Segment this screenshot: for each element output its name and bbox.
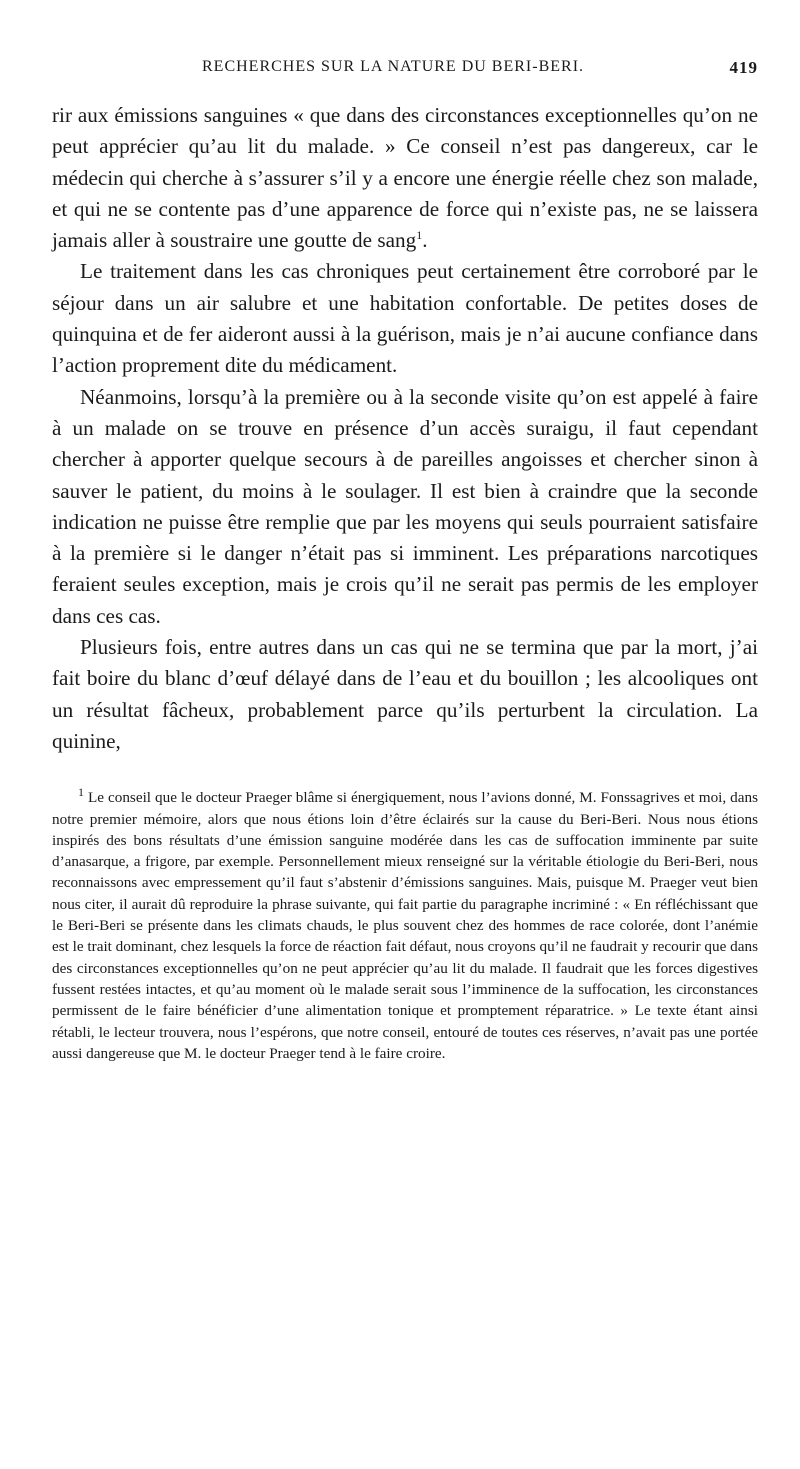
running-title: RECHERCHES SUR LA NATURE DU BERI-BERI.	[202, 58, 585, 75]
footnote-paragraph	[52, 787, 758, 1064]
footnote-text: Le conseil que le docteur Praeger blâme si énergiquement, nous l’avions donné, M. Fonssagrives et moi, dans notre premier mémoire, alors que nous étions loin d’être éclairés sur la cause du Beri-Beri. Nous nous étions inspirés des bons résultats d’une émission sanguine modérée dans les cas de suffocation imminente par suite d’anasarque, a frigore, par exemple. Personnellement mieux renseigné sur la véritable étiologie du Beri-Beri, nous reconnaissons avec empressement qu’il faut s’abstenir d’émissions sanguines. Mais, puisque M. Praeger veut bien nous citer, il aurait dû reproduire la phrase suivante, qui fait partie du paragraphe incriminé : « En réfléchissant que le Beri-Beri se présente dans les climats chauds, le plus souvent chez des hommes de race colorée, dont l’anémie est le trait dominant, chez lesquels la force de réaction fait défaut, nous croyons qu’il ne faudrait y recourir que dans des circonstances exceptionnelles qu’on ne peut apprécier qu’au lit du malade. Il faudrait que les forces digestives fussent restées intactes, et qu’au moment où le malade serait sous l’imminence de la suffocation, les circonstances permissent de le faire bénéficier d’une alimentation tonique et promptement réparatrice. » Le texte étant ainsi rétabli, le lecteur trouvera, nous l’espérons, que notre conseil, entouré de toutes ces réserves, n’avait pas une portée aussi dangereuse que M. le docteur Praeger tend à le faire croire.	[52, 789, 759, 1062]
footnote-marker: 1	[78, 785, 84, 800]
footnote	[52, 787, 758, 1064]
paragraph: Plusieurs fois, entre autres dans un cas qui ne se termina que par la mort, j’ai fait boire du blanc d’œuf délayé dans de l’eau et du bouillon ; les alcooliques ont un résultat fâcheux, probablement parce qu’ils perturbent la circulation. La quinine,	[52, 635, 758, 753]
paragraph-text: rir aux émissions sanguines « que dans des circonstances exceptionnelles qu’on ne peut apprécier qu’au lit du malade. » Ce conseil n’est pas dangereux, car le médecin qui cherche à s’assurer s’il y a encore une énergie réelle chez son malade, et qui ne se contente pas d’une apparence de force qui n’existe pas, ne se laissera jamais aller à soustraire une goutte de sang	[52, 103, 758, 253]
footnote-reference: 1	[416, 228, 423, 243]
paragraph: Néanmoins, lorsqu’à la première ou à la seconde visite qu’on est appelé à faire à un malade on se trouve en présence d’un accès suraigu, il faut cependant chercher à apporter quelque secours à de pareilles angoisses et chercher sinon à sauver le patient, du moins à le soulager. Il est bien à craindre que la seconde indication ne puisse être remplie que par les moyens qui seuls pourraient satisfaire à la première si le danger n’était pas si imminent. Les préparations narcotiques feraient seules exception, mais je crois qu’il ne serait pas permis de les employer dans ces cas.	[52, 384, 758, 628]
paragraph: Le traitement dans les cas chroniques peut certainement être corroboré par le séjour dans un air salubre et une habitation confortable. De petites doses de quinquina et de fer aideront aussi à la guérison, mais je n’ai aucune confiance dans l’action proprement dite du médicament.	[52, 259, 758, 378]
running-head	[52, 58, 758, 88]
page-number: 419	[729, 58, 758, 77]
paragraph: rir aux émissions sanguines « que dans des circonstances exceptionnelles qu’on ne peut apprécier qu’au lit du malade. » Ce conseil n’est pas dangereux, car le médecin qui cherche à s’assurer s’il y a encore une énergie réelle chez son malade, et qui ne se contente pas d’une apparence de force qui n’existe pas, ne se laissera jamais aller à soustraire une goutte de sang$^1$.	[52, 103, 758, 253]
body-text	[52, 100, 758, 757]
book-page	[52, 58, 758, 1064]
